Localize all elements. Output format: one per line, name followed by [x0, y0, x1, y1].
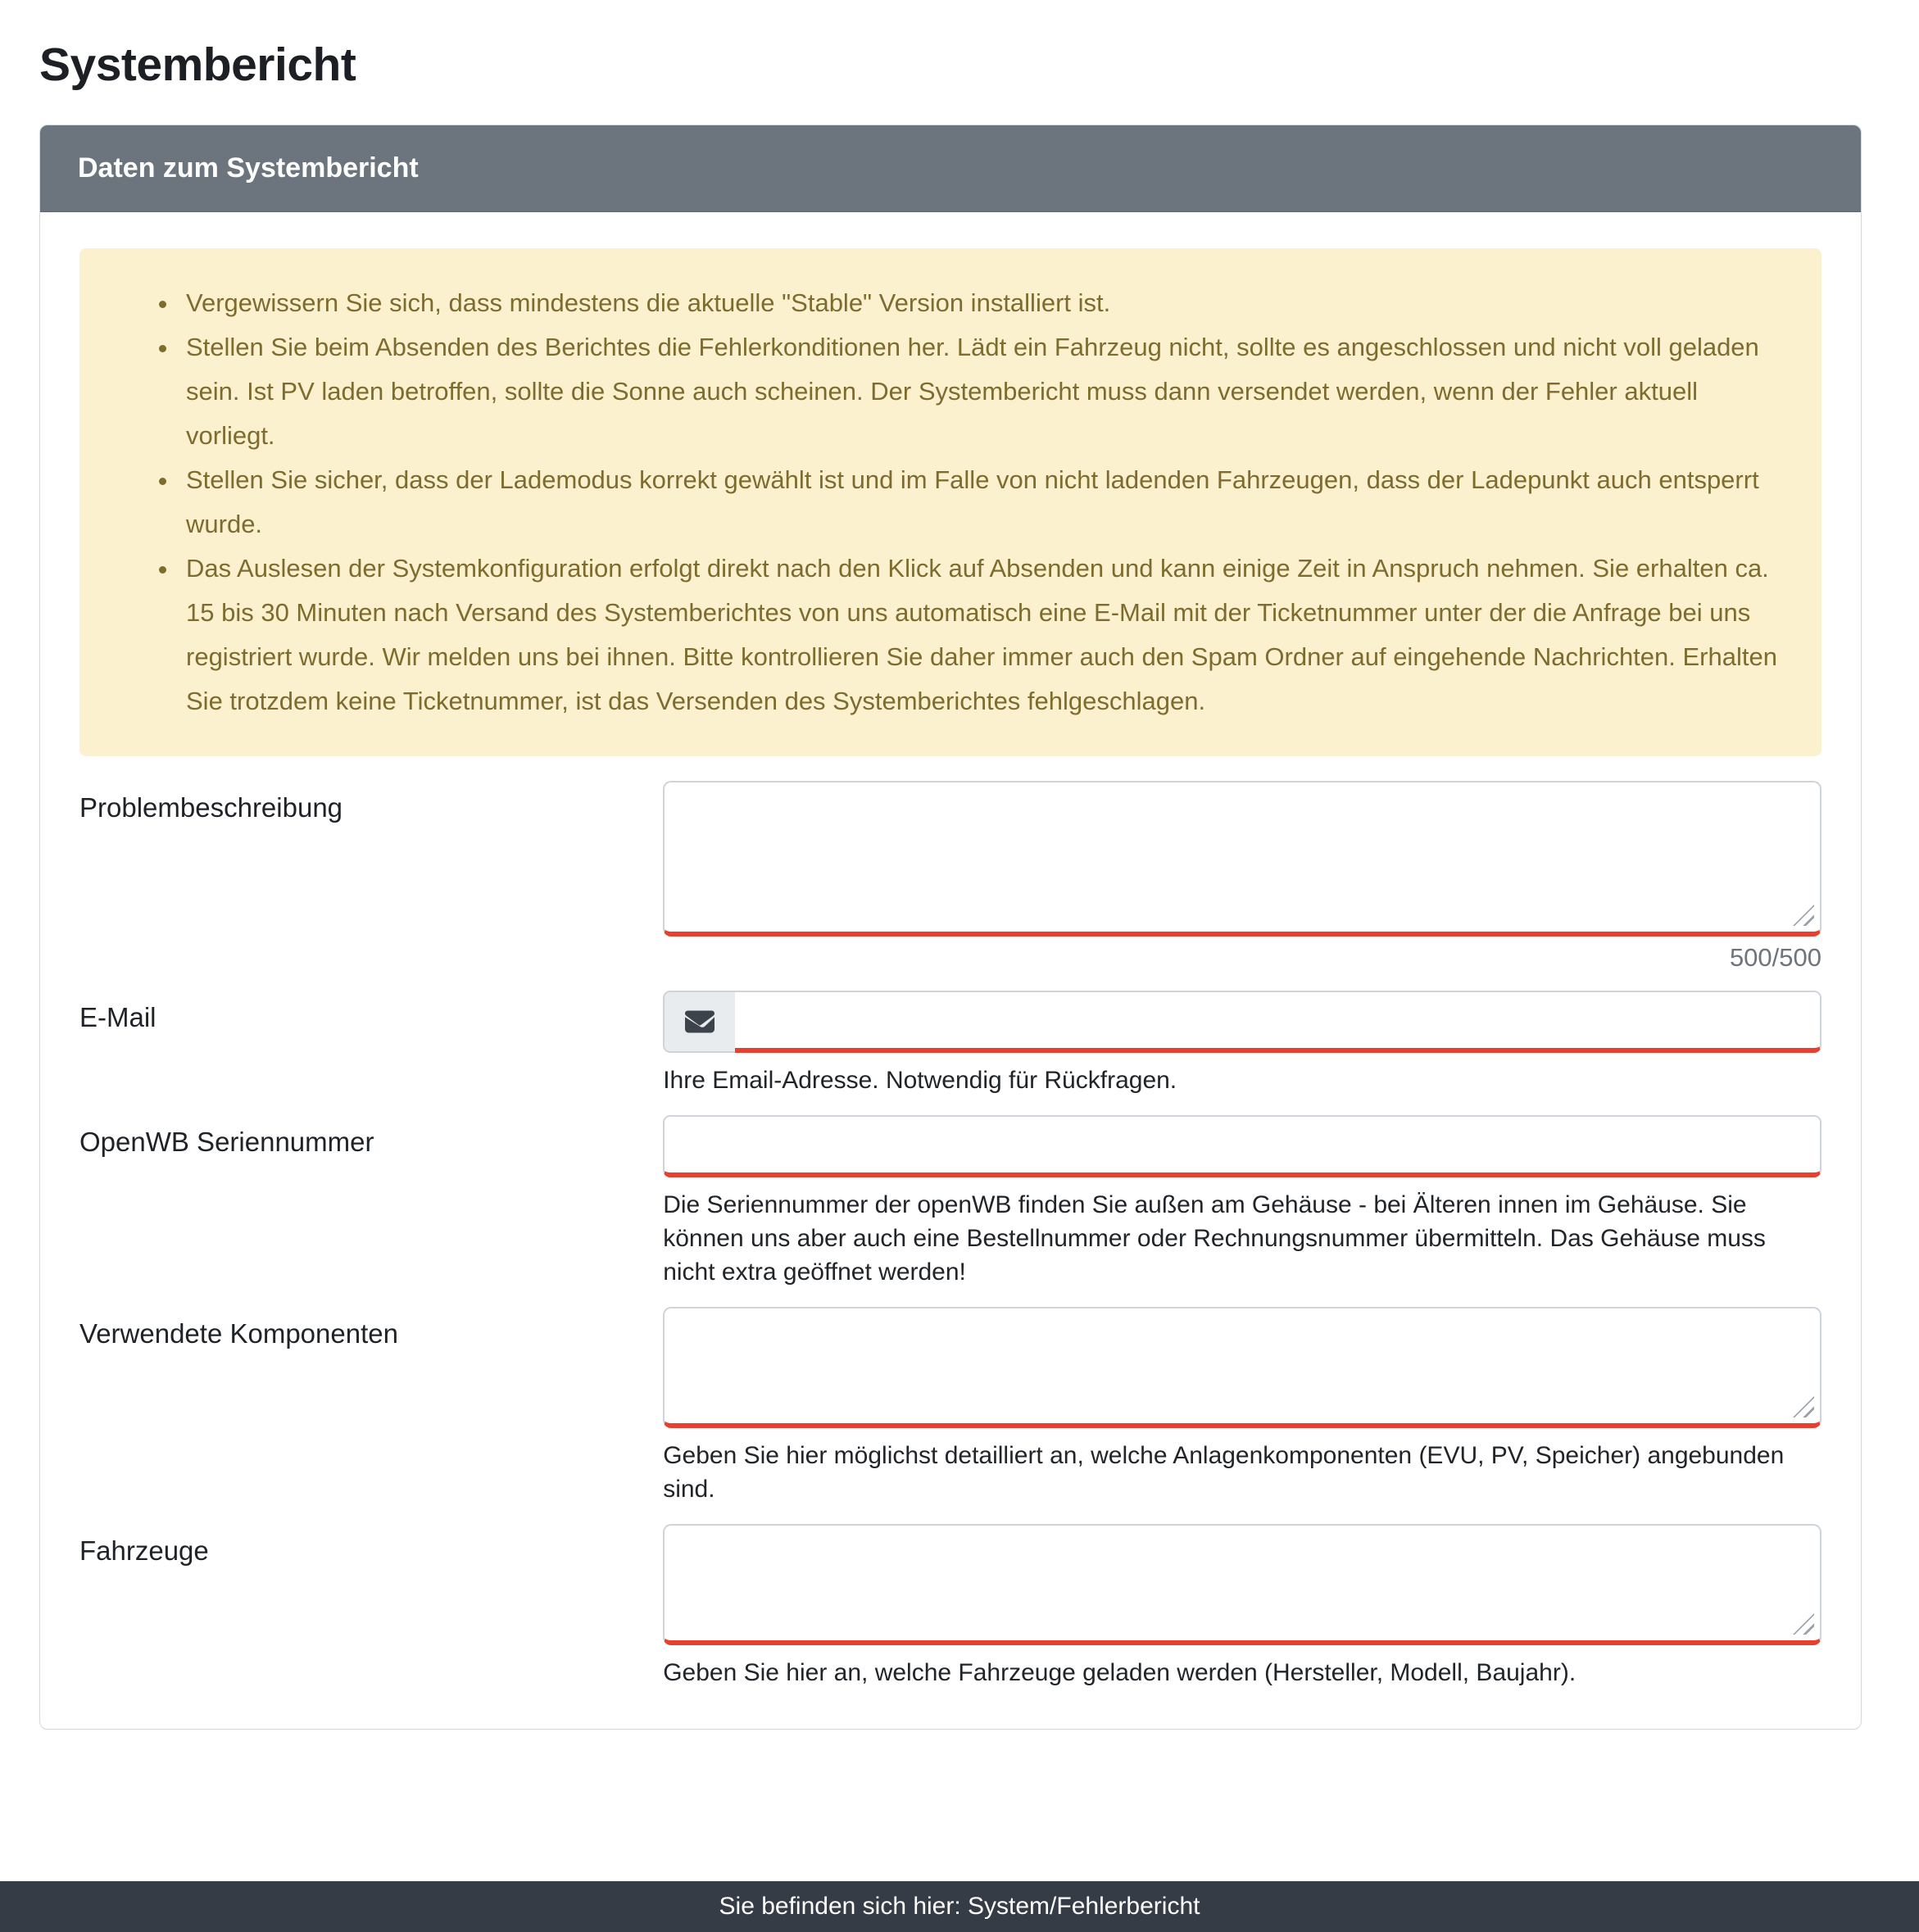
warning-item: • Stellen Sie beim Absenden des Berichtes die Fehlerkonditionen her. Lädt ein Fahrzeug nicht, sollte es angeschlossen und nicht voll geladen sein. Ist PV laden betroffen, sollte die Sonne auch scheinen. Der Systembericht muss dann versendet werden, wenn der Fehler aktuell vorliegt.	[179, 325, 1782, 458]
card-header-title: Daten zum Systembericht	[78, 152, 419, 184]
form-row-vehicles	[79, 1524, 1821, 1689]
email-help-text: Ihre Email-Adresse. Notwendig für Rückfragen.	[663, 1067, 1177, 1094]
warning-list	[119, 281, 1782, 723]
form-row-email	[79, 991, 1821, 1097]
components-label: Verwendete Komponenten	[79, 1318, 398, 1349]
components-help-text: Geben Sie hier möglichst detailliert an, welche Anlagenkomponenten (EVU, PV, Speicher) angebunden sind.	[663, 1442, 1785, 1503]
page-title: Systembericht	[39, 39, 356, 91]
char-counter: 500/500	[1729, 943, 1821, 972]
components-textarea[interactable]	[663, 1307, 1821, 1428]
card-header	[40, 125, 1861, 212]
email-addon	[663, 991, 735, 1053]
form-row-components	[79, 1307, 1821, 1506]
warning-item: • Stellen Sie sicher, dass der Lademodus korrekt gewählt ist und im Falle von nicht ladenden Fahrzeugen, dass der Ladepunkt auch entsperrt wurde.	[179, 458, 1782, 546]
serial-number-input[interactable]	[663, 1115, 1821, 1177]
status-bar	[0, 1881, 1919, 1932]
serial-help-text: Die Seriennummer der openWB finden Sie außen am Gehäuse - bei Älteren innen im Gehäuse. Sie können uns aber auch eine Bestellnummer oder Rechnungsnummer übermitteln. Das Gehäuse muss nicht extra geöffnet werden!	[663, 1191, 1766, 1286]
system-report-card	[39, 125, 1862, 1730]
form-row-problem	[79, 781, 1821, 973]
envelope-icon	[681, 1007, 719, 1036]
email-label: E-Mail	[79, 1002, 157, 1032]
warning-alert	[79, 248, 1821, 756]
vehicles-textarea[interactable]	[663, 1524, 1821, 1645]
problem-description-label: Problembeschreibung	[79, 792, 343, 823]
warning-item: • Das Auslesen der Systemkonfiguration erfolgt direkt nach den Klick auf Absenden und kann einige Zeit in Anspruch nehmen. Sie erhalten ca. 15 bis 30 Minuten nach Versand des Systemberichtes von uns automatisch eine E-Mail mit der Ticketnummer unter der die Anfrage bei uns registriert wurde. Wir melden uns bei ihnen. Bitte kontrollieren Sie daher immer auch den Spam Ordner auf eingehende Nachrichten. Erhalten Sie trotzdem keine Ticketnummer, ist das Versenden des Systemberichtes fehlgeschlagen.	[179, 546, 1782, 723]
serial-number-label: OpenWB Seriennummer	[79, 1127, 374, 1157]
breadcrumb-location-text: Sie befinden sich hier: System/Fehlerbericht	[719, 1893, 1200, 1920]
problem-description-textarea[interactable]	[663, 781, 1821, 937]
warning-item: • Vergewissern Sie sich, dass mindestens die aktuelle "Stable" Version installiert ist.	[179, 281, 1782, 325]
vehicles-help-text: Geben Sie hier an, welche Fahrzeuge geladen werden (Hersteller, Modell, Baujahr).	[663, 1659, 1576, 1686]
form-row-serial	[79, 1115, 1821, 1289]
vehicles-label: Fahrzeuge	[79, 1535, 209, 1566]
card-body	[40, 212, 1861, 1729]
email-input[interactable]	[735, 991, 1821, 1053]
